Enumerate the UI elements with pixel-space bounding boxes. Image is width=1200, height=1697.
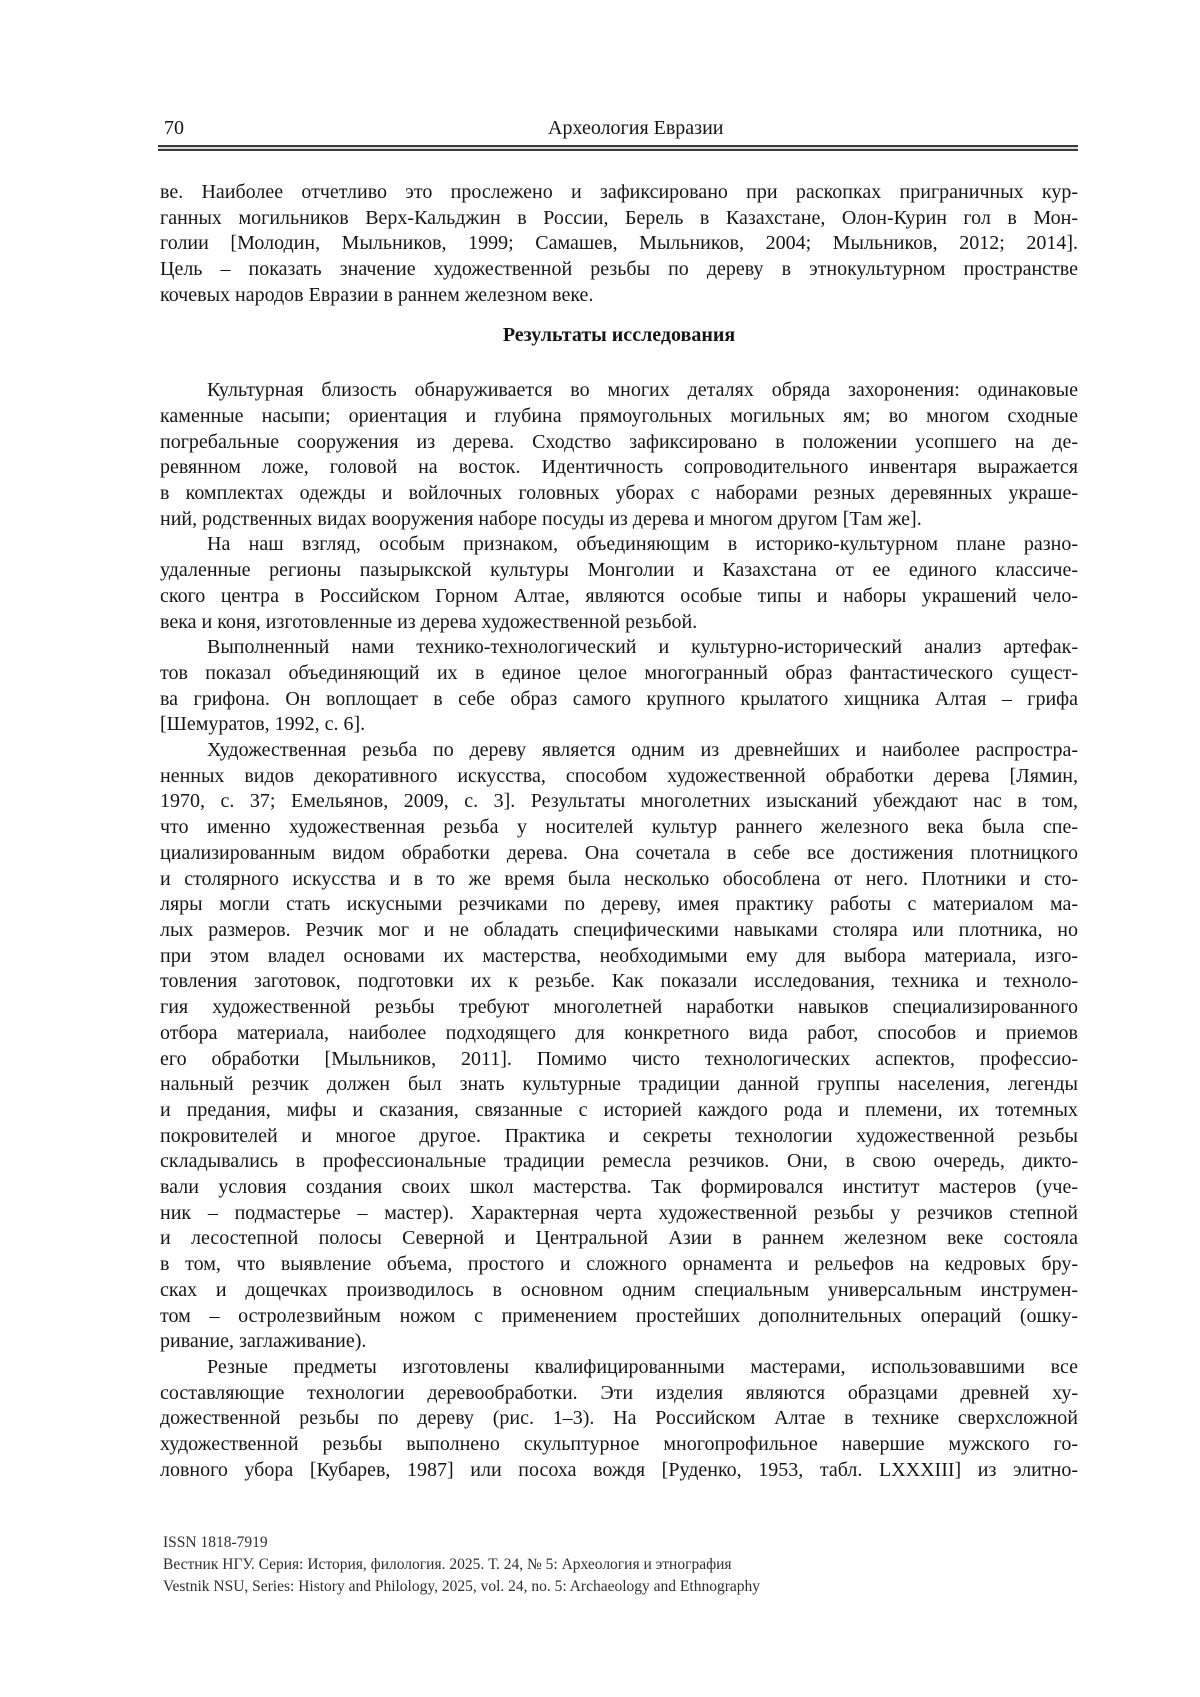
text-line: ского центра в Российском Горном Алтае, являются особые типы и наборы украшений чело-: [160, 584, 1078, 607]
text-line: покровителей и многое другое. Практика и секреты технологии художественной резьбы: [160, 1124, 1078, 1147]
paragraph: [160, 1355, 1078, 1484]
text-line: ганных могильников Верх-Кальджин в России, Берель в Казахстане, Олон-Курин гол в Мон-: [160, 206, 1078, 229]
paragraph: [160, 378, 1078, 532]
paragraph: [160, 738, 1078, 1355]
text-line: ривание, заглаживание).: [160, 1330, 367, 1353]
text-line: при этом владел основами их мастерства, необходимыми ему для выбора материала, изго-: [160, 944, 1078, 967]
main-paragraphs: [160, 378, 1078, 1483]
header-rule: [158, 145, 1078, 151]
text-line: дожественной резьбы по дереву (рис. 1–3). На Российском Алтае в технике сверхсложной: [160, 1407, 1078, 1430]
text-line: том – остролезвийным ножом с применением простейших дополнительных операций (ошку-: [160, 1304, 1078, 1327]
text-line: кочевых народов Евразии в раннем железном веке.: [160, 283, 594, 306]
text-line: в том, что выявление объема, простого и сложного орнамента и рельефов на кедровых бру-: [160, 1253, 1078, 1276]
text-line: 1970, с. 37; Емельянов, 2009, с. 3]. Результаты многолетних изысканий убеждают нас в том,: [160, 790, 1078, 813]
text-line: На наш взгляд, особым признаком, объединяющим в историко-культурном плане разно-: [207, 533, 1078, 556]
text-line: нальный резчик должен был знать культурные традиции данной группы населения, легенды: [160, 1073, 1078, 1096]
text-line: Культурная близость обнаруживается во многих деталях обряда захоронения: одинаковые: [207, 379, 1078, 402]
text-line: удаленные регионы пазырыкской культуры Монголии и Казахстана от ее единого классиче-: [160, 559, 1078, 582]
text-line: ве. Наиболее отчетливо это прослежено и зафиксировано при раскопках приграничных кур-: [160, 181, 1078, 203]
running-title: Археология Евразии: [548, 117, 724, 139]
page-number: 70: [164, 117, 184, 139]
text-line: циализированным видом обработки дерева. Она сочетала в себе все достижения плотницкого: [160, 841, 1078, 864]
text-line: в комплектах одежды и войлочных головных уборах с наборами резных деревянных украше-: [160, 482, 1078, 505]
text-line: голии [Молодин, Мыльников, 1999; Самашев, Мыльников, 2004; Мыльников, 2012; 2014].: [160, 232, 1078, 255]
paragraph: [160, 532, 1078, 635]
text-line: ненных видов декоративного искусства, способом художественной обработки дерева [Лямин,: [160, 764, 1078, 787]
text-line: товления заготовок, подготовки их к резьбе. Как показали исследования, техника и техноло-: [160, 970, 1078, 993]
footer-issn: ISSN 1818-7919: [163, 1534, 268, 1551]
text-line: составляющие технологии деревообработки. Эти изделия являются образцами древней ху-: [160, 1381, 1078, 1404]
intro-paragraphs: [160, 180, 1078, 309]
text-line: тов показал объединяющий их в единое целое многогранный образ фантастического сущест-: [160, 661, 1078, 684]
text-line: и лесостепной полосы Северной и Центральной Азии в раннем железном веке состояла: [160, 1227, 1078, 1250]
text-line: ляры могли стать искусными резчиками по дереву, имея практику работы с материалом ма-: [160, 893, 1078, 916]
text-line: [Шемуратов, 1992, с. 6].: [160, 713, 366, 736]
footer-imprint: [163, 1532, 1081, 1598]
text-line: ва грифона. Он воплощает в себе образ самого крупного крылатого хищника Алтая – грифа: [160, 687, 1078, 710]
text-line: каменные насыпи; ориентация и глубина прямоугольных могильных ям; во многом сходные: [160, 404, 1078, 427]
text-line: что именно художественная резьба у носителей культур раннего железного века была спе-: [160, 816, 1078, 839]
section-heading: Результаты исследования: [502, 323, 736, 346]
text-line: Резные предметы изготовлены квалифицированными мастерами, использовавшими все: [207, 1355, 1078, 1378]
text-line: Цель – показать значение художественной резьбы по дереву в этнокультурном пространстве: [160, 258, 1078, 281]
text-line: сках и дощечках производилось в основном одним специальным универсальным инструмен-: [160, 1278, 1078, 1301]
footer-journal-ru: Вестник НГУ. Серия: История, филология. 2025. Т. 24, № 5: Археология и этнография: [163, 1556, 732, 1573]
paragraph: [160, 180, 1078, 309]
text-line: лых размеров. Резчик мог и не обладать специфическими навыками столяра или плотника, но: [160, 918, 1078, 941]
text-line: ний, родственных видах вооружения наборе посуды из дерева и многом другом [Там же].: [160, 507, 922, 530]
text-line: и столярного искусства и в то же время была несколько обособлена от него. Плотники и сто-: [160, 867, 1078, 890]
text-line: отбора материала, наиболее подходящего для конкретного вида работ, способов и приемов: [160, 1021, 1078, 1044]
text-line: складывались в профессиональные традиции ремесла резчиков. Они, в свою очередь, дикто-: [160, 1150, 1078, 1173]
text-line: Выполненный нами технико-технологический и культурно-исторический анализ артефак-: [207, 636, 1078, 659]
article-body: [160, 180, 1078, 1483]
paragraph: [160, 635, 1078, 738]
text-line: погребальные сооружения из дерева. Сходство зафиксировано в положении усопшего на де-: [160, 430, 1078, 453]
footer-journal-en: Vestnik NSU, Series: History and Philology, 2025, vol. 24, no. 5: Archaeology and Ethnography: [163, 1578, 760, 1595]
text-line: ник – подмастерье – мастер). Характерная черта художественной резьбы у резчиков степной: [160, 1201, 1078, 1224]
text-line: гия художественной резьбы требуют многолетней наработки навыков специализированного: [160, 996, 1078, 1019]
text-line: ревянном ложе, головой на восток. Идентичность сопроводительного инвентаря выражается: [160, 456, 1078, 479]
text-line: века и коня, изготовленные из дерева художественной резьбой.: [160, 610, 698, 633]
text-line: художественной резьбы выполнено скульптурное многопрофильное навершие мужского го-: [160, 1433, 1078, 1456]
text-line: его обработки [Мыльников, 2011]. Помимо чисто технологических аспектов, профессио-: [160, 1047, 1078, 1070]
text-line: ловного убора [Кубарев, 1987] или посоха вождя [Руденко, 1953, табл. LXXXIII] из элитно-: [160, 1458, 1078, 1481]
text-line: Художественная резьба по дереву является одним из древнейших и наиболее распростра-: [207, 739, 1078, 762]
text-line: и предания, мифы и сказания, связанные с историей каждого рода и племени, их тотемных: [160, 1098, 1078, 1121]
text-line: вали условия создания своих школ мастерства. Так формировался институт мастеров (уче-: [160, 1176, 1078, 1199]
